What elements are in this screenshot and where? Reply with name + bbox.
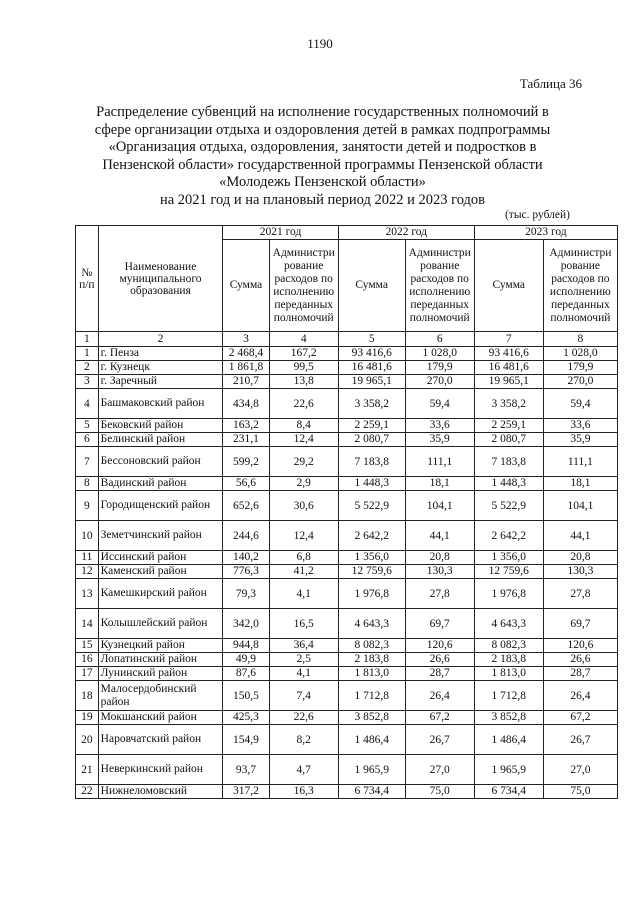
admin-2021: 30,6 [269, 491, 338, 521]
row-number: 8 [76, 477, 99, 491]
sum-2023: 1 965,9 [474, 755, 543, 785]
admin-2021: 13,8 [269, 375, 338, 389]
table-row [76, 419, 618, 433]
sum-2023: 1 976,8 [474, 579, 543, 609]
sum-2022: 2 080,7 [338, 433, 405, 447]
municipality-name: Вадинский район [98, 477, 223, 491]
header-num: № п/п [76, 226, 99, 332]
sum-2023: 1 448,3 [474, 477, 543, 491]
admin-2023: 67,2 [543, 711, 617, 725]
admin-2022: 27,0 [405, 755, 474, 785]
municipality-name: Башмаковский район [98, 389, 223, 419]
municipality-name: Кузнецкий район [98, 639, 223, 653]
column-number: 4 [269, 332, 338, 347]
admin-2023: 44,1 [543, 521, 617, 551]
column-number: 2 [98, 332, 223, 347]
title-line: «Молодежь Пензенской области» [219, 174, 426, 190]
admin-2021: 4,1 [269, 667, 338, 681]
header-year-2022: 2022 год [338, 226, 474, 240]
table-row [76, 653, 618, 667]
column-number: 3 [223, 332, 269, 347]
table-row [76, 609, 618, 639]
admin-2023: 18,1 [543, 477, 617, 491]
table-row [76, 725, 618, 755]
admin-2023: 27,0 [543, 755, 617, 785]
sum-2023: 1 356,0 [474, 551, 543, 565]
municipality-name: Наровчатский район [98, 725, 223, 755]
sum-2022: 1 448,3 [338, 477, 405, 491]
sum-2023: 19 965,1 [474, 375, 543, 389]
sum-2022: 2 642,2 [338, 521, 405, 551]
table-row [76, 347, 618, 361]
admin-2022: 27,8 [405, 579, 474, 609]
admin-2022: 33,6 [405, 419, 474, 433]
admin-2022: 130,3 [405, 565, 474, 579]
admin-2021: 12,4 [269, 521, 338, 551]
units-label: (тыс. рублей) [504, 209, 570, 221]
admin-2022: 35,9 [405, 433, 474, 447]
sum-2021: 93,7 [223, 755, 269, 785]
admin-2021: 99,5 [269, 361, 338, 375]
column-number: 7 [474, 332, 543, 347]
municipality-name: Лопатинский район [98, 653, 223, 667]
title-line: Распределение субвенций на исполнение государственных полномочий в [96, 104, 549, 120]
municipality-name: Каменский район [98, 565, 223, 579]
admin-2021: 41,2 [269, 565, 338, 579]
admin-2021: 16,5 [269, 609, 338, 639]
header-name: Наименование муниципального образования [98, 226, 223, 332]
municipality-name: Городищенский район [98, 491, 223, 521]
sum-2022: 4 643,3 [338, 609, 405, 639]
row-number: 14 [76, 609, 99, 639]
admin-2023: 104,1 [543, 491, 617, 521]
sum-2022: 3 852,8 [338, 711, 405, 725]
sum-2023: 7 183,8 [474, 447, 543, 477]
row-number: 12 [76, 565, 99, 579]
row-number: 18 [76, 681, 99, 711]
sum-2021: 599,2 [223, 447, 269, 477]
admin-2021: 12,4 [269, 433, 338, 447]
admin-2021: 16,3 [269, 785, 338, 799]
admin-2023: 27,8 [543, 579, 617, 609]
sum-2022: 93 416,6 [338, 347, 405, 361]
municipality-name: Неверкинский район [98, 755, 223, 785]
header-admin: Администри рование расходов по исполнению переданных полномочий [543, 240, 617, 332]
sum-2021: 56,6 [223, 477, 269, 491]
table-row [76, 579, 618, 609]
column-number: 6 [405, 332, 474, 347]
header-admin: Администри рование расходов по исполнению переданных полномочий [405, 240, 474, 332]
row-number: 6 [76, 433, 99, 447]
municipality-name: г. Заречный [98, 375, 223, 389]
admin-2022: 111,1 [405, 447, 474, 477]
row-number: 4 [76, 389, 99, 419]
table-row [76, 755, 618, 785]
municipality-name: Колышлейский район [98, 609, 223, 639]
row-number: 3 [76, 375, 99, 389]
admin-2021: 22,6 [269, 711, 338, 725]
sum-2022: 1 712,8 [338, 681, 405, 711]
municipality-name: Земетчинский район [98, 521, 223, 551]
table-row [76, 639, 618, 653]
header-admin: Администри рование расходов по исполнению переданных полномочий [269, 240, 338, 332]
admin-2022: 69,7 [405, 609, 474, 639]
admin-2021: 8,4 [269, 419, 338, 433]
sum-2023: 1 712,8 [474, 681, 543, 711]
admin-2023: 69,7 [543, 609, 617, 639]
sum-2023: 2 080,7 [474, 433, 543, 447]
admin-2023: 35,9 [543, 433, 617, 447]
admin-2021: 6,8 [269, 551, 338, 565]
municipality-name: Бессоновский район [98, 447, 223, 477]
sum-2022: 1 813,0 [338, 667, 405, 681]
header-year-2023: 2023 год [474, 226, 617, 240]
sum-2022: 2 259,1 [338, 419, 405, 433]
table-row [76, 785, 618, 799]
header-year-2021: 2021 год [223, 226, 338, 240]
table-row [76, 491, 618, 521]
admin-2022: 104,1 [405, 491, 474, 521]
admin-2022: 59,4 [405, 389, 474, 419]
sum-2021: 150,5 [223, 681, 269, 711]
sum-2021: 210,7 [223, 375, 269, 389]
sum-2023: 1 813,0 [474, 667, 543, 681]
admin-2021: 7,4 [269, 681, 338, 711]
sum-2021: 231,1 [223, 433, 269, 447]
admin-2023: 1 028,0 [543, 347, 617, 361]
admin-2021: 4,1 [269, 579, 338, 609]
sum-2021: 154,9 [223, 725, 269, 755]
sum-2023: 2 183,8 [474, 653, 543, 667]
row-number: 22 [76, 785, 99, 799]
table-row [76, 447, 618, 477]
sum-2022: 1 356,0 [338, 551, 405, 565]
admin-2023: 120,6 [543, 639, 617, 653]
title-line: «Организация отдыха, оздоровления, занятости детей и подростков в [108, 139, 537, 155]
row-number: 19 [76, 711, 99, 725]
sum-2021: 140,2 [223, 551, 269, 565]
table-row [76, 477, 618, 491]
admin-2023: 59,4 [543, 389, 617, 419]
row-number: 10 [76, 521, 99, 551]
sum-2021: 944,8 [223, 639, 269, 653]
title-line: Пензенской области» государственной программы Пензенской области [102, 156, 543, 173]
admin-2023: 130,3 [543, 565, 617, 579]
admin-2022: 75,0 [405, 785, 474, 799]
title-line: сфере организации отдыха и оздоровления детей в рамках подпрограммы [94, 121, 551, 138]
sum-2021: 2 468,4 [223, 347, 269, 361]
municipality-name: Лунинский район [98, 667, 223, 681]
admin-2021: 22,6 [269, 389, 338, 419]
row-number: 17 [76, 667, 99, 681]
column-number: 5 [338, 332, 405, 347]
page-number: 1190 [307, 36, 333, 51]
sum-2022: 1 965,9 [338, 755, 405, 785]
sum-2022: 5 522,9 [338, 491, 405, 521]
row-number: 16 [76, 653, 99, 667]
sum-2021: 1 861,8 [223, 361, 269, 375]
admin-2022: 26,7 [405, 725, 474, 755]
sum-2023: 8 082,3 [474, 639, 543, 653]
sum-2021: 79,3 [223, 579, 269, 609]
admin-2021: 2,5 [269, 653, 338, 667]
header-sum: Сумма [223, 240, 269, 332]
sum-2021: 87,6 [223, 667, 269, 681]
column-number: 8 [543, 332, 617, 347]
sum-2022: 1 486,4 [338, 725, 405, 755]
admin-2023: 26,7 [543, 725, 617, 755]
sum-2022: 19 965,1 [338, 375, 405, 389]
municipality-name: Малосердобинский район [98, 681, 223, 711]
sum-2023: 2 642,2 [474, 521, 543, 551]
admin-2021: 167,2 [269, 347, 338, 361]
row-number: 15 [76, 639, 99, 653]
row-number: 2 [76, 361, 99, 375]
sum-2022: 8 082,3 [338, 639, 405, 653]
column-number: 1 [76, 332, 99, 347]
municipality-name: Бековский район [98, 419, 223, 433]
sum-2022: 7 183,8 [338, 447, 405, 477]
sum-2023: 6 734,4 [474, 785, 543, 799]
admin-2022: 18,1 [405, 477, 474, 491]
header-sum: Сумма [338, 240, 405, 332]
municipality-name: Камешкирский район [98, 579, 223, 609]
admin-2022: 120,6 [405, 639, 474, 653]
admin-2023: 28,7 [543, 667, 617, 681]
row-number: 13 [76, 579, 99, 609]
row-number: 5 [76, 419, 99, 433]
table-body [76, 347, 618, 799]
table-row [76, 521, 618, 551]
sum-2021: 434,8 [223, 389, 269, 419]
sum-2023: 3 358,2 [474, 389, 543, 419]
table-row [76, 389, 618, 419]
sum-2022: 3 358,2 [338, 389, 405, 419]
admin-2022: 67,2 [405, 711, 474, 725]
table-row [76, 361, 618, 375]
sum-2021: 425,3 [223, 711, 269, 725]
admin-2023: 26,4 [543, 681, 617, 711]
admin-2023: 179,9 [543, 361, 617, 375]
sum-2022: 16 481,6 [338, 361, 405, 375]
admin-2023: 75,0 [543, 785, 617, 799]
admin-2022: 1 028,0 [405, 347, 474, 361]
municipality-name: г. Пенза [98, 347, 223, 361]
sum-2023: 5 522,9 [474, 491, 543, 521]
sum-2023: 4 643,3 [474, 609, 543, 639]
sum-2022: 6 734,4 [338, 785, 405, 799]
sum-2022: 2 183,8 [338, 653, 405, 667]
table-row [76, 667, 618, 681]
document-title [60, 104, 585, 209]
table-row [76, 551, 618, 565]
admin-2022: 26,6 [405, 653, 474, 667]
admin-2023: 111,1 [543, 447, 617, 477]
sum-2021: 652,6 [223, 491, 269, 521]
sum-2021: 49,9 [223, 653, 269, 667]
municipality-name: Мокшанский район [98, 711, 223, 725]
table-label: Таблица 36 [519, 76, 582, 91]
table-row [76, 681, 618, 711]
sum-2021: 163,2 [223, 419, 269, 433]
admin-2021: 2,9 [269, 477, 338, 491]
row-number: 1 [76, 347, 99, 361]
table-row [76, 565, 618, 579]
admin-2023: 20,8 [543, 551, 617, 565]
admin-2023: 26,6 [543, 653, 617, 667]
admin-2023: 270,0 [543, 375, 617, 389]
admin-2021: 29,2 [269, 447, 338, 477]
table-row [76, 375, 618, 389]
row-number: 11 [76, 551, 99, 565]
municipality-name: Белинский район [98, 433, 223, 447]
sum-2021: 342,0 [223, 609, 269, 639]
row-number: 9 [76, 491, 99, 521]
sum-2023: 3 852,8 [474, 711, 543, 725]
admin-2021: 8,2 [269, 725, 338, 755]
sum-2021: 317,2 [223, 785, 269, 799]
admin-2021: 4,7 [269, 755, 338, 785]
header-sum: Сумма [474, 240, 543, 332]
municipality-name: г. Кузнецк [98, 361, 223, 375]
sum-2023: 2 259,1 [474, 419, 543, 433]
row-number: 21 [76, 755, 99, 785]
row-number: 20 [76, 725, 99, 755]
admin-2022: 20,8 [405, 551, 474, 565]
admin-2022: 270,0 [405, 375, 474, 389]
sum-2023: 1 486,4 [474, 725, 543, 755]
sum-2021: 244,6 [223, 521, 269, 551]
sum-2023: 16 481,6 [474, 361, 543, 375]
sum-2023: 93 416,6 [474, 347, 543, 361]
admin-2022: 179,9 [405, 361, 474, 375]
municipality-name: Иссинский район [98, 551, 223, 565]
row-number: 7 [76, 447, 99, 477]
table-row [76, 433, 618, 447]
admin-2022: 44,1 [405, 521, 474, 551]
title-line: на 2021 год и на плановый период 2022 и 2023 годов [159, 191, 486, 208]
admin-2021: 36,4 [269, 639, 338, 653]
sum-2023: 12 759,6 [474, 565, 543, 579]
sum-2021: 776,3 [223, 565, 269, 579]
admin-2023: 33,6 [543, 419, 617, 433]
table-row [76, 711, 618, 725]
sum-2022: 1 976,8 [338, 579, 405, 609]
admin-2022: 26,4 [405, 681, 474, 711]
subsidy-table [75, 225, 618, 799]
municipality-name: Нижнеломовский [98, 785, 223, 799]
admin-2022: 28,7 [405, 667, 474, 681]
sum-2022: 12 759,6 [338, 565, 405, 579]
